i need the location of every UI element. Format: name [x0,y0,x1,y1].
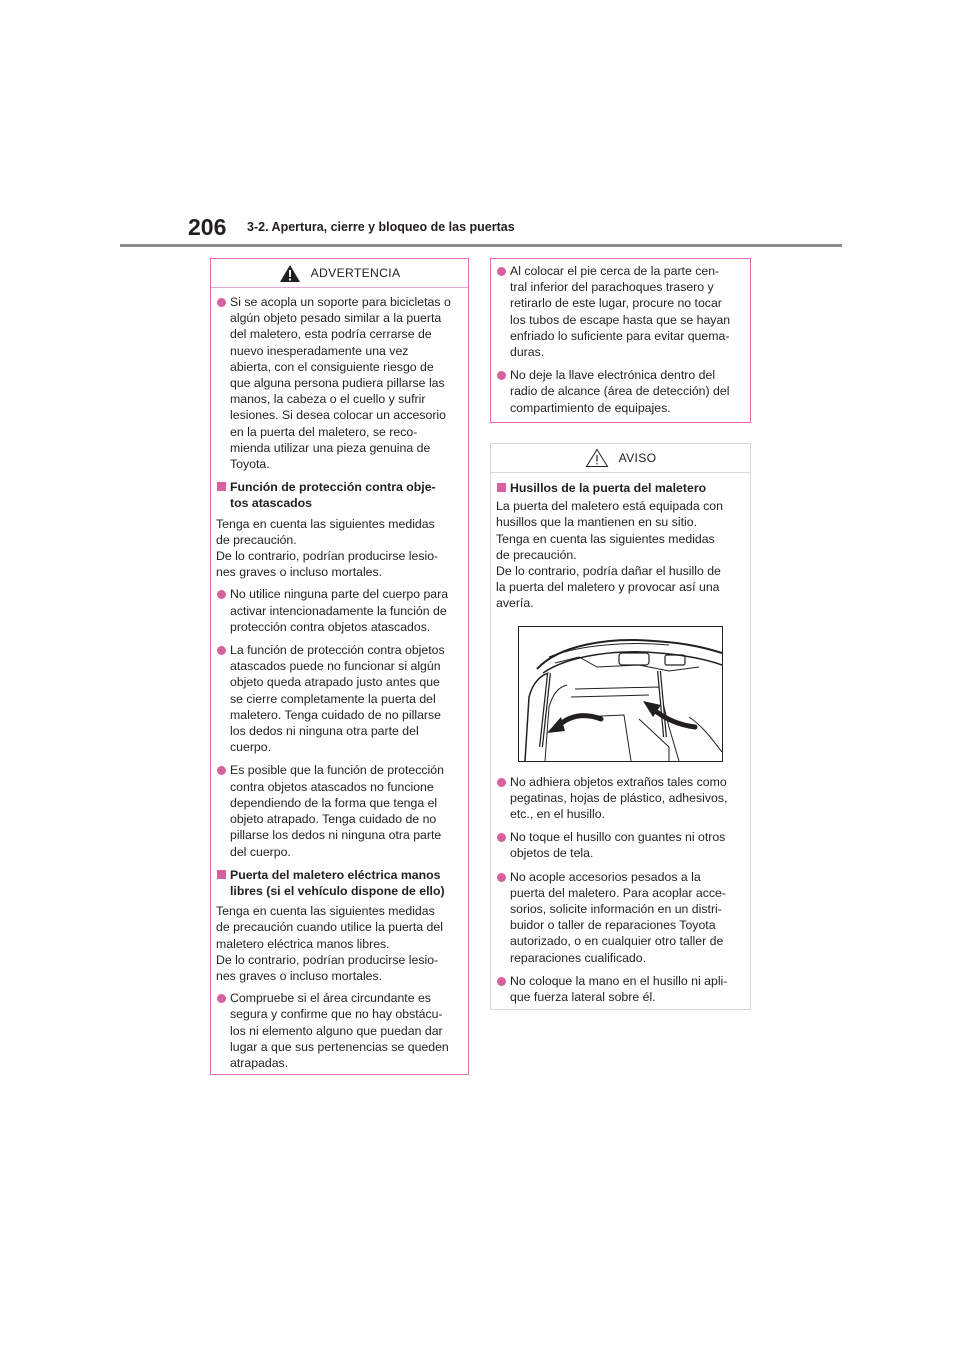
notice-title: AVISO [618,450,657,465]
tailgate-spindle-illustration [518,626,723,762]
text-line: duras. [510,345,545,360]
text-line: nes graves o incluso mortales. [216,565,383,580]
text-line: No acople accesorios pesados a la [510,869,701,884]
section-heading [216,867,462,899]
text-line: que alguna persona pudiera pillarse las [230,376,445,391]
text-line: lugar a que sus pertenencias se queden [230,1039,449,1054]
text-line: activar intencionadamente la función de [230,603,447,618]
page-number: 206 [188,214,227,240]
text-line: pillarse los dedos ni ninguna otra parte [230,828,442,843]
text-line: La función de protección contra objetos [230,643,445,658]
text-line: tral inferior del parachoques trasero y [510,280,714,295]
text-line: los dedos ni ninguna otra parte del [230,724,419,739]
bullet-item [216,762,462,859]
warning-box [210,258,469,1075]
text-line: lesiones. Si desea colocar un accesorio [230,408,447,423]
text-line: objeto atrapado. Tenga cuidado de no [230,812,437,827]
bullet-item [496,774,744,823]
text-line: buidor o taller de reparaciones Toyota [510,918,716,933]
text-line: Es posible que la función de protección [230,763,444,778]
text-line: cuerpo. [230,740,272,755]
text-line: en la puerta del maletero, se reco- [230,424,418,439]
warning-title: ADVERTENCIA [310,265,401,280]
text-line: autorizado, o en cualquier otro taller de [510,934,724,949]
text-line: enfriado lo suficiente para evitar quema- [510,328,730,343]
text-line: tos atascados [230,496,313,511]
text-line: la puerta del maletero y provocar así una [496,580,720,595]
text-line: Compruebe si el área circundante es [230,991,431,1006]
text-line: del maletero, esta podría cerrarse de [230,327,432,342]
text-line: No adhiera objetos extraños tales como [510,774,727,789]
bullet-item [496,263,744,360]
text-line: contra objetos atascados no funcione [230,779,434,794]
text-line: objetos de tela. [510,846,594,861]
header-rule [120,244,842,247]
text-line: Al colocar el pie cerca de la parte cen- [510,264,720,278]
text-line: husillos que la mantienen en su sitio. [496,515,697,530]
text-line: nes graves o incluso mortales. [216,968,383,983]
text-line: pegatinas, hojas de plástico, adhesivos, [510,790,728,805]
text-line: Tenga en cuenta las siguientes medidas [216,516,435,531]
warning-triangle-icon [279,264,301,283]
text-line: avería. [496,596,534,611]
text-line: los ni elemento alguno que puedan dar [230,1023,443,1038]
paragraph [496,498,744,611]
text-line: sorios, solicite información en un distri- [510,902,722,917]
text-line: Puerta del maletero eléctrica manos [230,867,441,882]
text-line: Tenga en cuenta las siguientes medidas [496,531,715,546]
text-line: objeto queda atrapado justo antes que [230,675,440,690]
text-line: reparaciones cualificado. [510,950,647,965]
text-line: abierta, con el consiguiente riesgo de [230,359,434,374]
caution-triangle-icon [585,448,609,468]
text-line: Tenga en cuenta las siguientes medidas [216,904,435,919]
text-line: libres (si el vehículo dispone de ello) [230,883,445,898]
bullet-item [496,973,744,1005]
bullet-item [496,367,744,416]
text-line: del cuerpo. [230,844,291,859]
text-line: se cierre completamente la puerta del [230,691,436,706]
text-line: manos, la cabeza o el cuello y sufrir [230,392,426,407]
text-line: Si se acopla un soporte para bicicletas o [230,295,451,309]
text-line: De lo contrario, podrían producirse lesio- [216,952,439,967]
text-line: Función de protección contra obje- [230,480,436,495]
bullet-item [216,642,462,755]
text-line: puerta del maletero. Para acoplar acce- [510,885,726,900]
text-line: retirarlo de este lugar, procure no tocar [510,296,722,311]
text-line: etc., en el husillo. [510,807,606,822]
warning-box-header [211,259,468,288]
text-line: protección contra objetos atascados. [230,619,431,634]
text-line: Toyota. [230,457,270,472]
text-line: dependiendo de la forma que tenga el [230,795,438,810]
text-line: maletero eléctrica manos libres. [216,936,390,951]
text-line: los tubos de escape hasta que se hayan [510,312,731,327]
text-line: maletero. Tenga cuidado de no pillarse [230,707,442,722]
section-title: 3-2. Apertura, cierre y bloqueo de las puertas [247,220,515,234]
paragraph [216,516,462,581]
text-line: nuevo inesperadamente una vez [230,343,409,358]
text-line: atrapadas. [230,1055,289,1070]
text-line: No toque el husillo con guantes ni otros [510,830,726,845]
notice-box-header [491,444,750,473]
bullet-item [496,829,744,861]
text-line: segura y confirme que no hay obstácu- [230,1007,443,1022]
text-line: radio de alcance (área de detección) del [510,384,730,399]
text-line: compartimiento de equipajes. [510,400,671,415]
text-line: No deje la llave electrónica dentro del [510,368,716,383]
paragraph [216,903,462,984]
text-line: No coloque la mano en el husillo ni apli- [510,973,728,988]
text-line: de precaución cuando utilice la puerta del [216,920,443,935]
text-line: Husillos de la puerta del maletero [510,481,707,495]
text-line: atascados puede no funcionar si algún [230,659,441,674]
section-heading [496,480,744,496]
text-line: de precaución. [496,547,577,562]
text-line: mienda utilizar una pieza genuina de [230,440,431,455]
text-line: No utilice ninguna parte del cuerpo para [230,587,449,602]
bullet-item [216,294,462,472]
bullet-item [496,869,744,966]
text-line: de precaución. [216,532,297,547]
text-line: algún objeto pesado similar a la puerta [230,311,442,326]
section-heading [216,479,462,511]
bullet-item [216,990,462,1071]
text-line: que fuerza lateral sobre él. [510,990,656,1005]
notice-box [490,443,751,1010]
bullet-item [216,586,462,635]
text-line: De lo contrario, podrían producirse lesio- [216,549,439,564]
text-line: La puerta del maletero está equipada con [496,499,723,514]
text-line: De lo contrario, podría dañar el husillo de [496,564,721,579]
warning-continuation-box [490,258,751,423]
